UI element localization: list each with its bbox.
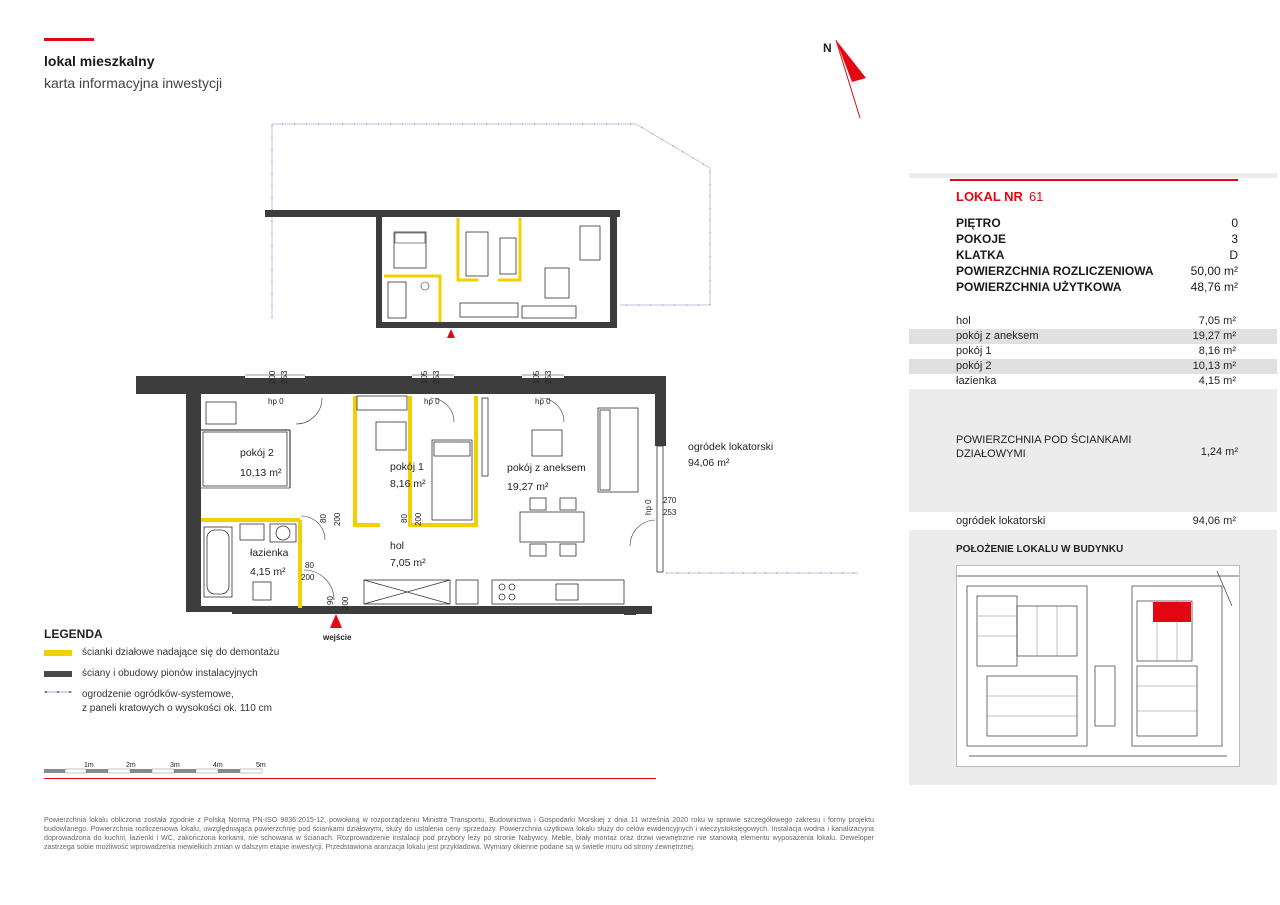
partition-area-value: 1,24 m² xyxy=(1200,446,1238,458)
unit-location-highlight xyxy=(1153,602,1191,622)
scale-label: 2m xyxy=(126,762,136,769)
room-row: pokój 2 10,13 m² xyxy=(909,359,1277,374)
document-subtitle: karta informacyjna inwestycji xyxy=(44,75,223,91)
lokal-label: LOKAL NR xyxy=(956,189,1023,204)
door-dimension: 80 xyxy=(305,561,314,570)
room-row: łazienka 4,15 m² xyxy=(909,374,1277,389)
room-name: hol xyxy=(390,540,405,552)
room-name: ogródek lokatorski xyxy=(688,441,774,453)
room-name: pokój 1 xyxy=(390,461,424,473)
legend-title: LEGENDA xyxy=(44,627,103,641)
building-location-map xyxy=(956,565,1240,767)
entrance-marker-icon xyxy=(322,614,352,642)
entrance-label: wejście xyxy=(323,633,352,642)
lokal-heading xyxy=(956,189,1043,204)
legend-swatch-dark xyxy=(44,671,72,677)
window-dimension: 253 xyxy=(663,508,677,517)
scale-label: 1m xyxy=(84,762,94,769)
partition-area-label: POWIERZCHNIA POD ŚCIANKAMI DZIAŁOWYMI xyxy=(956,434,1132,460)
room-area: 4,15 m² xyxy=(250,566,286,578)
door-dimension: 200 xyxy=(333,512,342,526)
room-row: pokój z aneksem 19,27 m² xyxy=(909,329,1277,344)
legend-item-dark xyxy=(44,667,258,681)
spec-row: KLATKA D xyxy=(956,248,1238,262)
window-sill: hp 0 xyxy=(644,499,653,515)
spec-row: POKOJE 3 xyxy=(956,232,1238,246)
lokal-number: 61 xyxy=(1028,189,1044,204)
legend-text: ściany i obudowy pionów instalacyjnych xyxy=(82,668,258,679)
scale-label: 3m xyxy=(170,762,180,769)
window-dimension: 253 xyxy=(432,370,441,384)
window-sill: hp 0 xyxy=(535,397,551,406)
divider-line xyxy=(44,778,656,779)
room-row: hol 7,05 m² xyxy=(909,314,1277,329)
legend-swatch-yellow xyxy=(44,650,72,656)
room-name: łazienka xyxy=(250,547,289,559)
document-title: lokal mieszkalny xyxy=(44,53,155,69)
window-dimension: 253 xyxy=(544,370,553,384)
panel-accent-line xyxy=(950,179,1238,181)
compass-label: N xyxy=(823,41,832,55)
window-dimension: 200 xyxy=(268,370,277,384)
main-plan-walls xyxy=(136,372,666,615)
legend-swatch-fence xyxy=(44,688,72,696)
overview-plan xyxy=(265,124,710,338)
legend-text: ścianki działowe nadające się do demontażu xyxy=(82,647,280,658)
room-area: 19,27 m² xyxy=(507,481,549,493)
location-title: POŁOŻENIE LOKALU W BUDYNKU xyxy=(956,544,1124,555)
scale-label: 5m xyxy=(256,762,266,769)
door-dimension: 80 xyxy=(400,514,409,523)
spec-row: POWIERZCHNIA ROZLICZENIOWA 50,00 m² xyxy=(956,264,1238,278)
scale-label: 4m xyxy=(213,762,223,769)
room-area: 94,06 m² xyxy=(688,457,730,469)
room-name: pokój z aneksem xyxy=(507,462,586,474)
door-dimension: 200 xyxy=(341,596,350,610)
window-sill: hp 0 xyxy=(424,397,440,406)
window-dimension: 253 xyxy=(280,370,289,384)
window-dimension: 105 xyxy=(420,370,429,384)
door-dimension: 200 xyxy=(301,573,315,582)
legend-item-fence xyxy=(44,688,272,716)
legend-text: z paneli kratowych o wysokości ok. 110 cm xyxy=(82,703,272,714)
spec-row: PIĘTRO 0 xyxy=(956,216,1238,230)
window-dimension: 270 xyxy=(663,496,677,505)
room-area: 10,13 m² xyxy=(240,467,282,479)
compass-north-icon xyxy=(823,40,866,118)
room-name: pokój 2 xyxy=(240,447,274,459)
scale-bar xyxy=(44,762,266,773)
garden-row: ogródek lokatorski 94,06 m² xyxy=(909,512,1277,530)
spec-row: POWIERZCHNIA UŻYTKOWA 48,76 m² xyxy=(956,280,1238,294)
door-dimension: 200 xyxy=(414,512,423,526)
window-sill: hp 0 xyxy=(268,397,284,406)
room-area: 7,05 m² xyxy=(390,557,426,569)
door-dimension: 90 xyxy=(326,596,335,605)
legend-text: ogrodzenie ogródków-systemowe, xyxy=(82,689,234,700)
room-row: pokój 1 8,16 m² xyxy=(909,344,1277,359)
window-dimension: 105 xyxy=(532,370,541,384)
legend-item-yellow xyxy=(44,646,279,660)
room-area: 8,16 m² xyxy=(390,478,426,490)
door-dimension: 80 xyxy=(319,514,328,523)
footnote: Powierzchnia lokalu obliczona została zgodnie z Polską Normą PN-ISO 9836:2015-12, powołaną w rozporządzeniu Ministra Transportu, Budownictwa i Gospodarki Morskiej z dnia 11 września 2020 roku w sprawie szczegółowego zakresu i formy projektu budowlanego. Powierzchnia rozliczeniowa lokalu, uwzględniająca powierzchnię pod ściankami działowymi, służy do ustalenia ceny sprzedaży. Powierzchnia użytkowa lokalu służy do celów ewidencyjnych i wieczystoksięgowych. Instalacja wodna i kanalizacyjna doprowadzona do kuchni, łazienki i WC, zakończona korkami, nie schowana w ścianach. Rozprowadzenie instalacji pod przybory leży po stronie Nabywcy. Meble, biały montaż oraz drzwi wewnętrzne nie stanowią elementu wyposażenia lokalu. Deweloper zastrzega sobie możliwość wprowadzenia niewielkich zmian w dalszym etapie inwestycji. Przedstawiona aranżacja lokalu jest przykładowa. Wymiary okienne podane są w świetle muru od strony zewnętrznej. xyxy=(44,816,874,852)
